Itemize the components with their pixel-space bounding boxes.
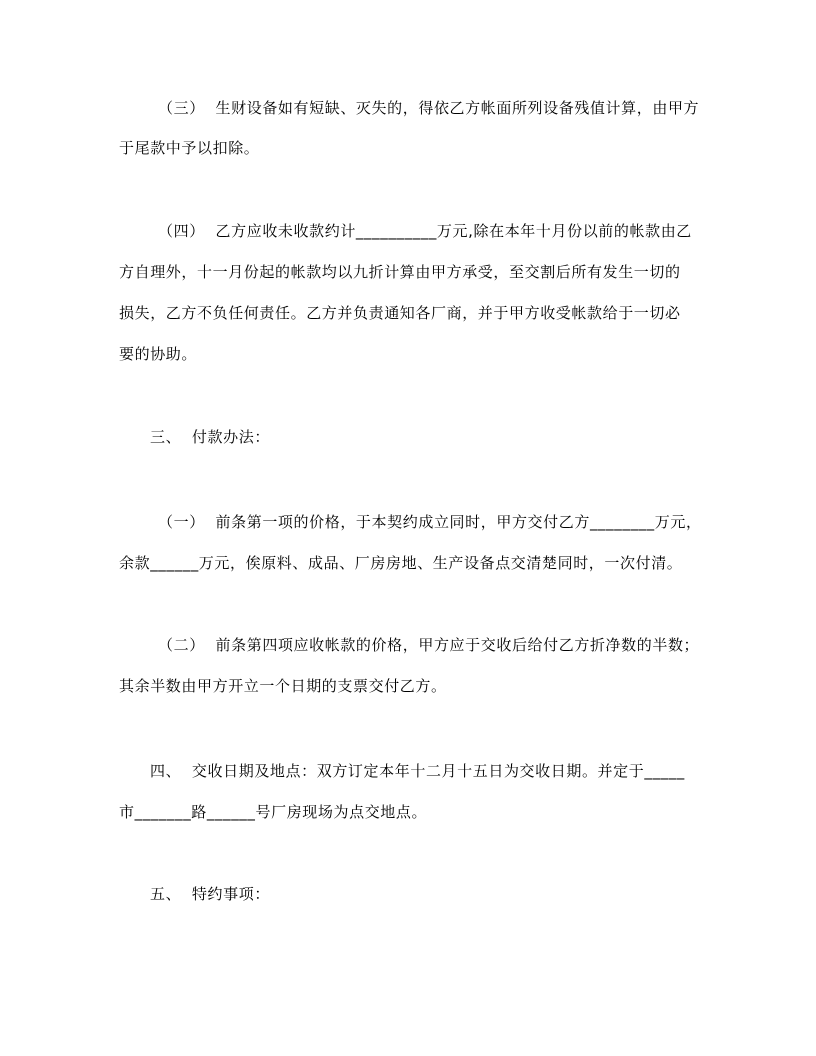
section-3-heading: 三、 付款办法：	[150, 428, 270, 446]
section-5-heading: 五、 特约事项：	[150, 885, 270, 903]
clause-2-4-line-1: （四） 乙方应收未收款约计__________万元,除在本年十月份以前的帐款由乙	[158, 222, 692, 240]
clause-3-1-line-1: （一） 前条第一项的价格，于本契约成立同时，甲方交付乙方________万元，	[158, 513, 702, 531]
clause-2-4-line-4: 要的协助。	[119, 345, 198, 363]
clause-2-4-line-3: 损失，乙方不负任何责任。乙方并负责通知各厂商，并于甲方收受帐款给于一切必	[119, 304, 681, 322]
clause-3-1-line-2: 余款______万元，俟原料、成品、厂房房地、生产设备点交清楚同时，一次付清。	[119, 554, 683, 572]
clause-2-3-line-1: （三） 生财设备如有短缺、灭失的，得依乙方帐面所列设备残值计算，由甲方	[158, 99, 700, 117]
clause-3-2-line-2: 其余半数由甲方开立一个日期的支票交付乙方。	[119, 677, 447, 695]
section-4-line-1: 四、 交收日期及地点：双方订定本年十二月十五日为交收日期。并定于_____	[150, 762, 685, 780]
clause-3-2-line-1: （二） 前条第四项应收帐款的价格，甲方应于交收后给付乙方折净数的半数；	[158, 636, 700, 654]
clause-2-3-line-2: 于尾款中予以扣除。	[119, 139, 260, 157]
section-4-line-2: 市_______路______号厂房现场为点交地点。	[119, 803, 428, 821]
clause-2-4-line-2: 方自理外，十一月份起的帐款均以九折计算由甲方承受，至交割后所有发生一切的	[119, 263, 681, 281]
